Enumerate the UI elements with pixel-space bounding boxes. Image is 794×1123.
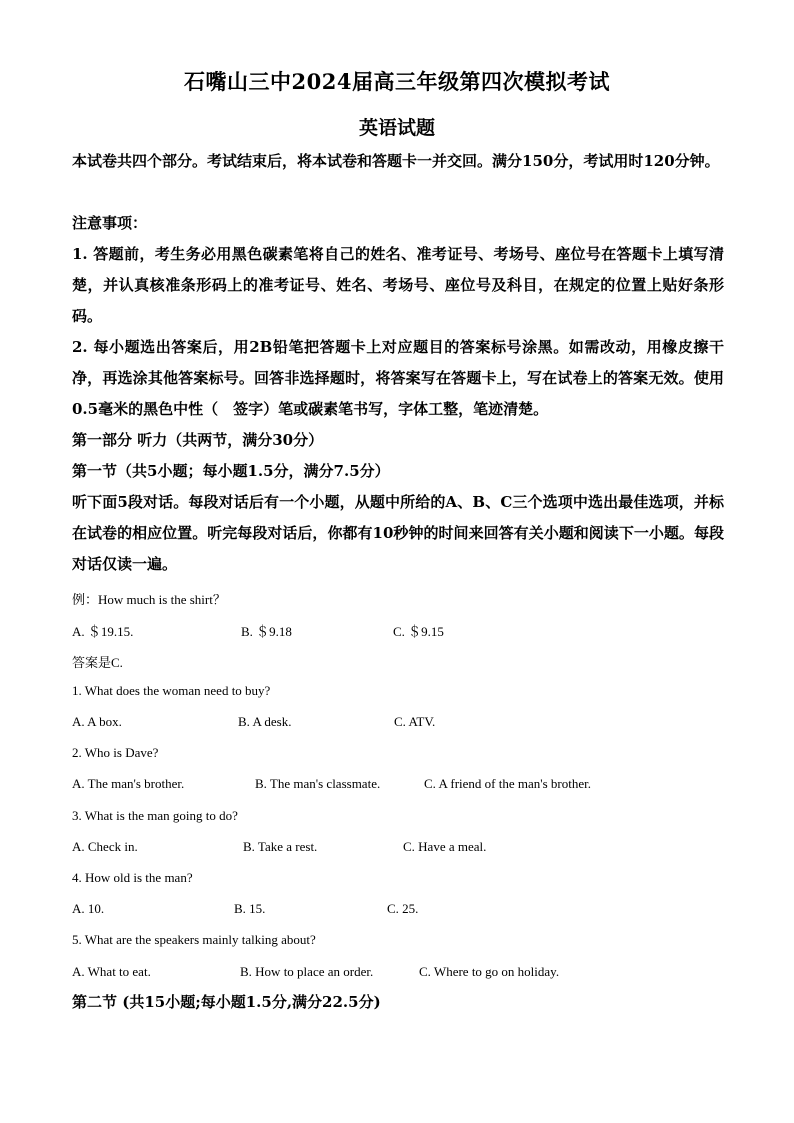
- question-3-option-b: B. Take a rest.: [243, 839, 318, 854]
- question-stem-3: 3. What is the man going to do?: [72, 808, 238, 823]
- question-5-option-c: C. Where to go on holiday.: [419, 964, 560, 979]
- section1-instructions: 听下面5段对话。每段对话后有一个小题，从题中所给的A、B、C三个选项中选出最佳选项，并标在试卷的相应位置。听完每段对话后，你都有10秒钟的时间来回答有关小题和阅读下一小题。每段对话仅读一遍。: [72, 493, 724, 573]
- notice-item-2: 2. 每小题选出答案后，用2B铅笔把答题卡上对应题目的答案标号涂黑。如需改动，用橡皮擦干净，再选涂其他答案标号。回答非选择题时，将答案写在答题卡上，写在试卷上的答案无效。使用0.5毫米的黑色中性（ 签字）笔或碳素笔书写，字体工整，笔迹清楚。: [72, 338, 724, 418]
- example-answer: 答案是C.: [72, 655, 123, 670]
- question-4-option-c: C. 25.: [387, 901, 419, 916]
- question-stem-2: 2. Who is Dave?: [72, 745, 159, 760]
- exam-subtitle: 英语试题: [358, 117, 435, 139]
- part1-heading: 第一部分 听力（共两节，满分30分）: [72, 431, 324, 449]
- question-3-option-a: A. Check in.: [72, 839, 138, 854]
- question-1-option-b: B. A desk.: [238, 714, 292, 729]
- question-1-option-a: A. A box.: [72, 714, 122, 729]
- question-2-option-c: C. A friend of the man's brother.: [424, 776, 591, 791]
- example-option-b: B. ＄9.18: [241, 624, 292, 639]
- question-4-option-b: B. 15.: [234, 901, 266, 916]
- question-stem-4: 4. How old is the man?: [72, 870, 193, 885]
- question-2-option-a: A. The man's brother.: [72, 776, 185, 791]
- question-stem-1: 1. What does the woman need to buy?: [72, 683, 271, 698]
- question-stem-5: 5. What are the speakers mainly talking about?: [72, 932, 316, 947]
- question-3-option-c: C. Have a meal.: [403, 839, 487, 854]
- example-option-c: C. ＄9.15: [393, 624, 444, 639]
- question-5-option-a: A. What to eat.: [72, 964, 151, 979]
- question-1-option-c: C. ATV.: [394, 714, 436, 729]
- exam-intro: 本试卷共四个部分。考试结束后，将本试卷和答题卡一并交回。满分150分，考试用时120分钟。: [72, 152, 720, 170]
- example-option-a: A. ＄19.15.: [72, 624, 134, 639]
- section1-heading: 第一节（共5小题；每小题1.5分，满分7.5分）: [72, 462, 390, 480]
- example-question: 例：How much is the shirt？: [72, 592, 226, 607]
- question-5-option-b: B. How to place an order.: [240, 964, 374, 979]
- notice-item-1: 1. 答题前，考生务必用黑色碳素笔将自己的姓名、准考证号、考场号、座位号在答题卡上填写清楚，并认真核准条形码上的准考证号、姓名、考场号、座位号及科目，在规定的位置上贴好条形码。: [72, 245, 724, 325]
- notice-heading: 注意事项：: [72, 214, 148, 232]
- question-4-option-a: A. 10.: [72, 901, 105, 916]
- exam-title: 石嘴山三中2024届高三年级第四次模拟考试: [184, 69, 610, 94]
- question-2-option-b: B. The man's classmate.: [255, 776, 381, 791]
- section2-heading: 第二节 (共15小题;每小题1.5分,满分22.5分): [72, 993, 381, 1011]
